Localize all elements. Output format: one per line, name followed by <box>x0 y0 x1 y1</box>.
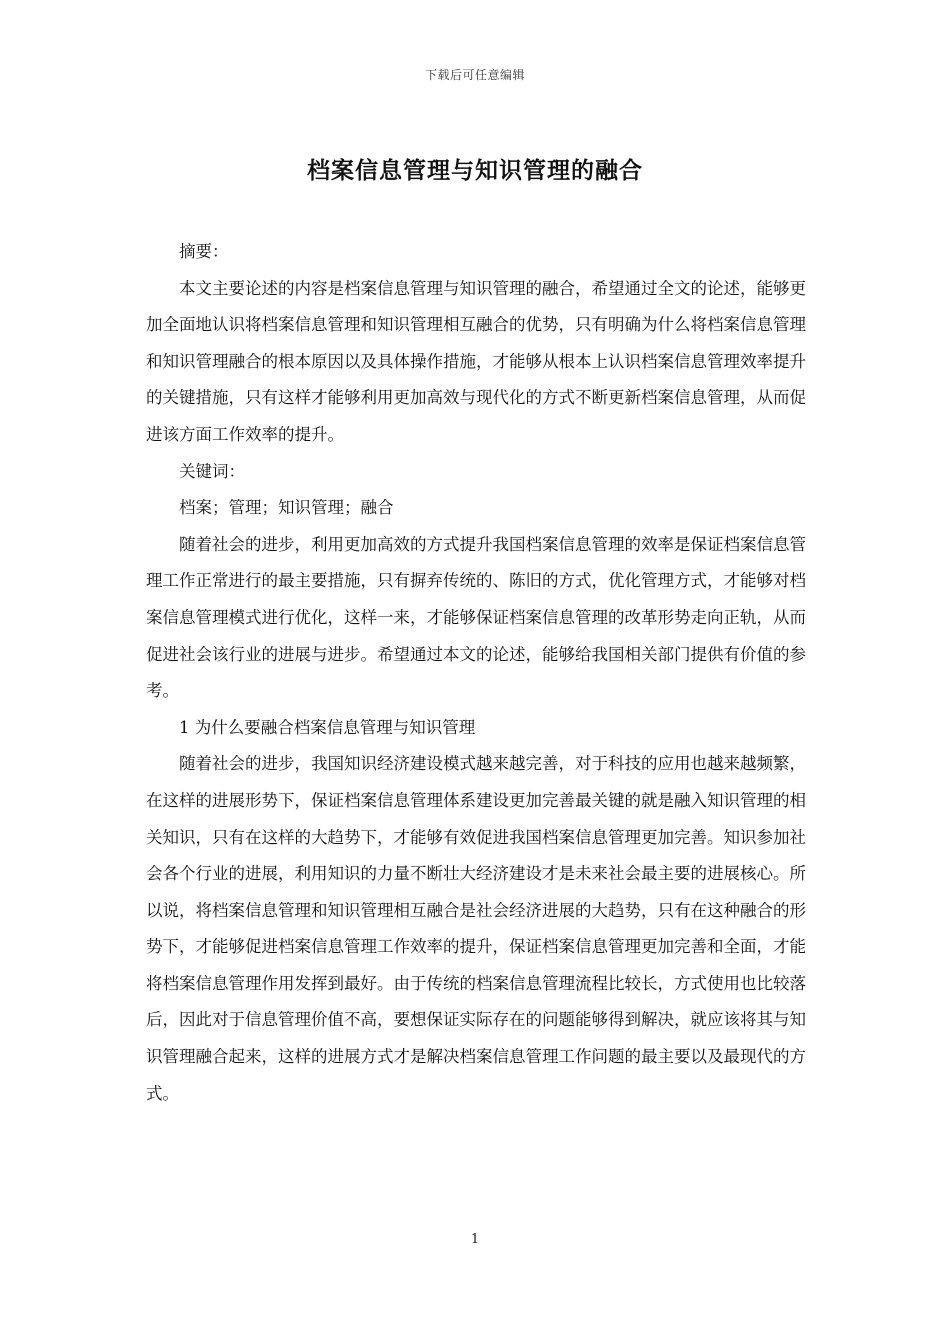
keywords-label: 关键词： <box>179 461 245 481</box>
header-note: 下载后可任意编辑 <box>424 68 525 82</box>
document-body <box>146 234 806 1112</box>
abstract-label: 摘要： <box>179 242 229 261</box>
page-number: 1 <box>470 1232 480 1247</box>
intro-paragraph: 随着社会的进步，利用更加高效的方式提升我国档案信息管理的效率是保证档案信息管理工作正常进行的最主要措施，只有摒弃传统的、陈旧的方式，优化管理方式，才能够对档案信息管理模式进行优化，这样一来，才能够保证档案信息管理的改革形势走向正轨，从而促进社会该行业的进展与进步。希望通过本文的论述，能够给我国相关部门提供有价值的参考。 <box>146 534 806 701</box>
section-1-paragraph: 随着社会的进步，我国知识经济建设模式越来越完善，对于科技的应用也越来越频繁，在这样的进展形势下，保证档案信息管理体系建设更加完善最关键的就是融入知识管理的相关知识，只有在这样的大趋势下，才能够有效促进我国档案信息管理更加完善。知识参加社会各个行业的进展，利用知识的力量不断壮大经济建设才是未来社会最主要的进展核心。所以说，将档案信息管理和知识管理相互融合是社会经济进展的大趋势，只有在这种融合的形势下，才能够促进档案信息管理工作效率的提升，保证档案信息管理更加完善和全面，才能将档案信息管理作用发挥到最好。由于传统的档案信息管理流程比较长，方式使用也比较落后，因此对于信息管理价值不高，要想保证实际存在的问题能够得到解决，就应该将其与知识管理融合起来，这样的进展方式才是解决档案信息管理工作问题的最主要以及最现代的方式。 <box>146 754 806 1103</box>
document-title: 档案信息管理与知识管理的融合 <box>307 157 643 184</box>
section-1-heading: 1 为什么要融合档案信息管理与知识管理 <box>179 717 476 737</box>
abstract-paragraph: 本文主要论述的内容是档案信息管理与知识管理的融合，希望通过全文的论述，能够更加全面地认识将档案信息管理和知识管理相互融合的优势，只有明确为什么将档案信息管理和知识管理融合的根本原因以及具体操作措施，才能够从根本上认识档案信息管理效率提升的关键措施，只有这样才能够利用更加高效与现代化的方式不断更新档案信息管理，从而促进该方面工作效率的提升。 <box>146 278 806 444</box>
keywords-list: 档案；管理；知识管理；融合 <box>179 498 394 518</box>
